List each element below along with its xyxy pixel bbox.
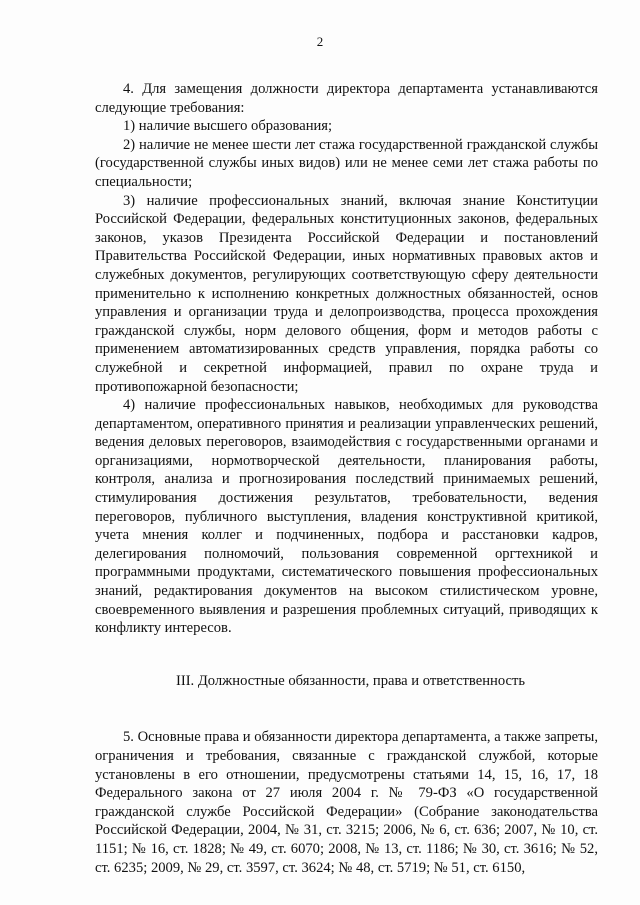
paragraph-requirement-1: 1) наличие высшего образования; [123,118,333,135]
paragraph-requirements-intro: 4. Для замещения должности директора департамента устанавливаются следующие требования: [95,81,598,116]
page-number: 2 [316,34,324,49]
paragraph-requirement-4: 4) наличие профессиональных навыков, необходимых для руководства департаментом, оперативного принятия и реализации управленческих решений, ведения деловых переговоров, взаимодействия с государственными органами и организациями, нормотворческой деятельности, планирования работы, контроля, анализа и прогнозирования последствий принимаемых решений, стимулирования достижения результатов, требовательности, ведения переговоров, публичного выступления, владения конструктивной критикой, учета мнения коллег и подчиненных, подбора и расстановки кадров, делегирования полномочий, пользования современной оргтехникой и программными продуктами, систематического повышения профессиональных знаний, редактирования документов на высоком стилистическом уровне, своевременного выявления и разрешения проблемных ситуаций, приводящих к конфликту интересов. [95,397,598,637]
section-heading: III. Должностные обязанности, права и ответственность [175,672,526,689]
document-body [95,80,598,877]
paragraph-requirement-3: 3) наличие профессиональных знаний, включая знание Конституции Российской Федерации, федеральных конституционных законов, федеральных законов, указов Президента Российской Федерации и постановлений Правительства Российской Федерации, иных нормативных правовых актов и служебных документов, регулирующих соответствующую сферу деятельности применительно к исполнению конкретных должностных обязанностей, основ управления и организации труда и делопроизводства, процесса прохождения гражданской службы, норм делового общения, форм и методов работы с применением автоматизированных средств управления, порядка работы со служебной и секретной информацией, правил по охране труда и противопожарной безопасности; [95,192,598,395]
paragraph-5: 5. Основные права и обязанности директора департамента, а также запреты, ограничения и требования, связанные с гражданской службой, которые установлены в его отношении, предусмотрены статьями 14, 15, 16, 17, 18 Федерального закона от 27 июля 2004 г. № 79-ФЗ «О государственной гражданской службе Российской Федерации» (Собрание законодательства Российской Федерации, 2004, № 31, ст. 3215; 2006, № 6, ст. 636; 2007, № 10, ст. 1151; № 16, ст. 1828; № 49, ст. 6070; 2008, № 13, ст. 1186; № 30, ст. 3616; № 52, ст. 6235; 2009, № 29, ст. 3597, ст. 3624; № 48, ст. 5719; № 51, ст. 6150, [95,729,598,876]
paragraph-requirement-2: 2) наличие не менее шести лет стажа государственной гражданской службы (государственной службы иных видов) или не менее семи лет стажа работы по специальности; [95,136,598,190]
